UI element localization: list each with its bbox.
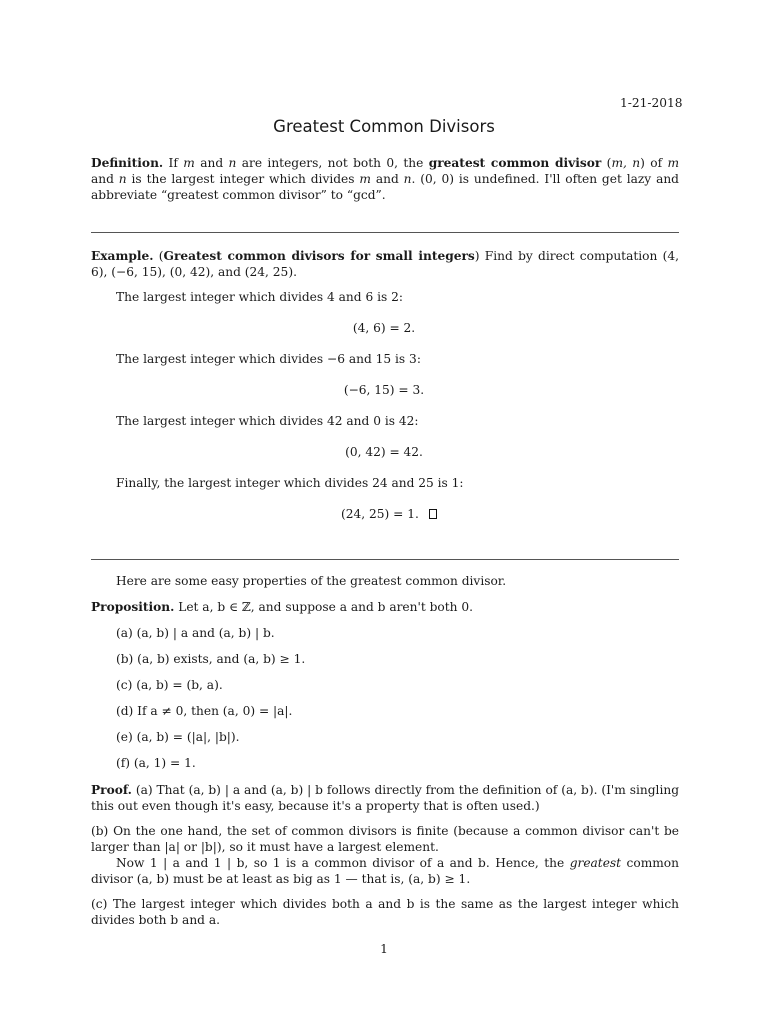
- var-m: m: [183, 156, 195, 170]
- example-text: (: [153, 249, 164, 263]
- example-step-text: Finally, the largest integer which divides 24 and 25 is 1:: [116, 476, 464, 490]
- proof-text: Now 1 | a and 1 | b, so 1 is a common divisor of a and b. Hence, the: [116, 856, 570, 870]
- example-equation: (0, 42) = 42.: [345, 445, 423, 459]
- var-n: n: [403, 172, 412, 186]
- section-divider: [91, 232, 679, 233]
- definition-label: Definition.: [91, 156, 164, 170]
- definition-text: (: [601, 156, 612, 170]
- example-text: ) Find by direct computation (4, 6), (−6, 15), (0, 42), and (24, 25).: [91, 249, 679, 279]
- proposition-statement: Let a, b ∈ ℤ, and suppose a and b aren't both 0.: [174, 600, 473, 614]
- page-number: 1: [380, 942, 388, 956]
- var-m: m: [667, 156, 680, 170]
- definition-text: is the largest integer which divides: [126, 172, 360, 186]
- proof-part-c: (c) The largest integer which divides both a and b is the same as the largest integer which divides both b and a.: [91, 897, 679, 927]
- example-step-text: The largest integer which divides 4 and 6 is 2:: [116, 290, 403, 304]
- definition-paragraph: [91, 155, 679, 203]
- proposition-item: (d) If a ≠ 0, then (a, 0) = |a|.: [116, 704, 293, 718]
- proof-label: Proof.: [91, 783, 132, 797]
- proposition-label: Proposition.: [91, 600, 175, 614]
- example-step-text: The largest integer which divides 42 and 0 is 42:: [116, 414, 419, 428]
- proof-part-a: [91, 782, 679, 814]
- example-equation: (24, 25) = 1.: [341, 507, 419, 521]
- proposition-item: (e) (a, b) = (|a|, |b|).: [116, 730, 240, 744]
- definition-term: greatest common divisor: [428, 156, 602, 170]
- example-equation: (4, 6) = 2.: [352, 321, 416, 335]
- proof-text: common divisor (a, b) must be at least as big as 1 — that is, (a, b) ≥ 1.: [91, 856, 679, 886]
- proposition-item: (c) (a, b) = (b, a).: [116, 678, 223, 692]
- example-heading: Greatest common divisors for small integers: [163, 249, 475, 263]
- var-mn: m, n: [611, 156, 641, 170]
- proof-part-b: (b) On the one hand, the set of common divisors is finite (because a common divisor can't be larger than |a| or |b|), so it must have a largest element.: [91, 824, 679, 854]
- proof-part-b-continued: [91, 855, 679, 887]
- page-title: Greatest Common Divisors: [273, 117, 495, 136]
- var-n: n: [228, 156, 237, 170]
- date: 1-21-2018: [620, 96, 683, 110]
- section-divider: [91, 559, 679, 560]
- proposition-paragraph: [91, 600, 473, 615]
- example-step-text: The largest integer which divides −6 and 15 is 3:: [116, 352, 421, 366]
- var-m: m: [359, 172, 371, 186]
- properties-intro: Here are some easy properties of the greatest common divisor.: [116, 574, 507, 588]
- example-label: Example.: [91, 249, 154, 263]
- definition-text: and: [370, 172, 404, 186]
- proposition-item: (a) (a, b) | a and (a, b) | b.: [116, 626, 275, 640]
- definition-text: are integers, not both 0, the: [236, 156, 429, 170]
- proof-emphasis: greatest: [569, 856, 622, 870]
- definition-text: and: [194, 156, 229, 170]
- definition-text: If: [163, 156, 184, 170]
- definition-text: and: [91, 172, 119, 186]
- definition-text: ) of: [640, 156, 668, 170]
- proposition-item: (f) (a, 1) = 1.: [116, 756, 196, 770]
- proof-text: (a) That (a, b) | a and (a, b) | b follows directly from the definition of (a, b). (I'm singling this out even though it's easy, because it's a property that is often used.): [91, 783, 679, 813]
- var-n: n: [118, 172, 127, 186]
- example-paragraph: [91, 248, 679, 280]
- proposition-item: (b) (a, b) exists, and (a, b) ≥ 1.: [116, 652, 306, 666]
- qed-square-icon: [429, 509, 437, 519]
- example-equation: (−6, 15) = 3.: [343, 383, 425, 397]
- example-final-equation: [341, 507, 437, 522]
- definition-text: . (0, 0) is undefined. I'll often get lazy and abbreviate “greatest common divisor” to “gcd”.: [91, 172, 679, 202]
